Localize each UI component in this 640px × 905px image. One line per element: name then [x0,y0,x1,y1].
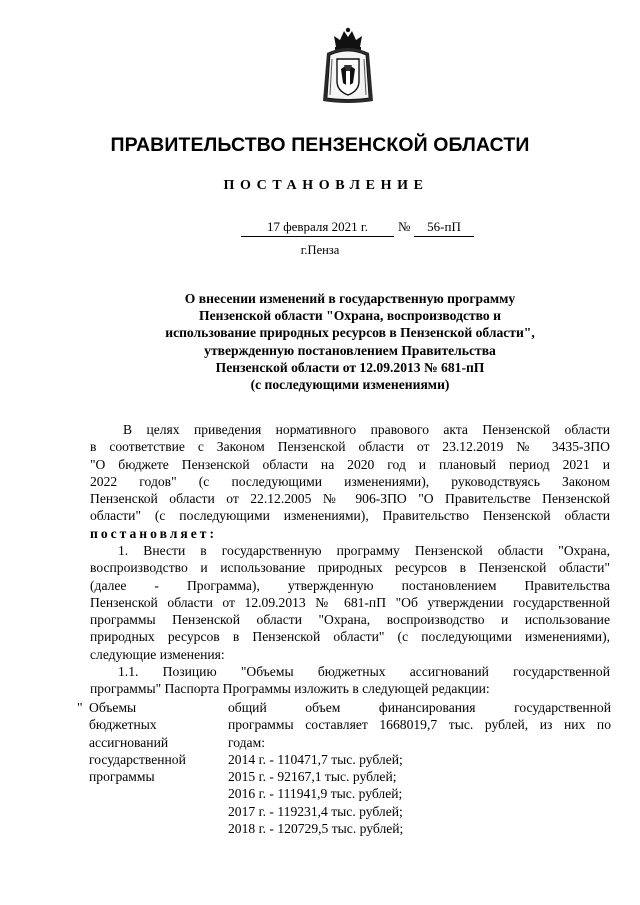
table-label-line: Объемы [89,700,137,715]
coat-of-arms-icon [319,25,377,105]
item-1-line: (далее - Программа), утвержденную постановлением Правительства [90,577,610,593]
preamble-line: в соответствие с Законом Пензенской области от 23.12.2019 № 3435-ЗПО [90,439,610,455]
table-content-line: 2014 г. - 110471,7 тыс. рублей; [228,751,403,767]
date-number-line [0,219,640,237]
document-date: 17 февраля 2021 г. [241,219,394,237]
subject-line: использование природных ресурсов в Пензенской области", [165,325,535,341]
document-number: 56-пП [414,219,474,237]
preamble-line: В целях приведения нормативного правового акта Пензенской области [123,422,610,437]
item-1-line: воспроизводство и использование природных ресурсов в Пензенской области" [90,560,610,576]
preamble-line: Пензенской области от 22.12.2005 № 906-ЗПО "О Правительстве Пензенской [90,491,610,507]
document-subject [120,290,580,393]
table-content-line: программы составляет 1668019,7 тыс. рублей, из них по [228,717,611,733]
table-content-line: годам: [228,734,265,750]
subject-line: О внесении изменений в государственную программу [184,291,516,306]
table-content-line: 2015 г. - 92167,1 тыс. рублей; [228,769,397,785]
table-label-line: ассигнований [89,734,169,750]
city: г.Пенза [300,243,340,257]
preamble-line: 2022 годов" (с последующими изменениями), руководствуясь Законом [90,473,610,489]
table-label-cell [89,699,219,785]
item-1-1-line: 1.1. Позицию "Объемы бюджетных ассигнований государственной [118,664,610,679]
item-1-line: Пензенской области от 12.09.2013 № 681-пП "Об утверждении государственной [90,594,610,610]
government-title: ПРАВИТЕЛЬСТВО ПЕНЗЕНСКОЙ ОБЛАСТИ [110,134,530,156]
open-quote: " [77,700,83,715]
item-1-line: программы Пензенской области "Охрана, воспроизводство и использование [90,612,610,628]
table-content-line: общий объем финансирования государственной [228,700,611,715]
table-label-line: государственной [89,751,186,767]
document-type: ПОСТАНОВЛЕНИЕ [223,178,429,193]
item-1-1 [90,663,610,698]
preamble [90,421,610,542]
preamble-line: "О бюджете Пензенской области на 2020 год и плановый период 2021 и [90,456,610,472]
item-1-line: 1. Внести в государственную программу Пензенской области "Охрана, [118,543,610,558]
table-label-line: программы [89,769,155,785]
table-content-line: 2017 г. - 119231,4 тыс. рублей; [228,803,403,819]
subject-line: утвержденную постановлением Правительства [204,342,496,358]
table-label-line: бюджетных [89,717,157,733]
item-1 [90,542,610,663]
preamble-line: области" (с последующими изменениями), Правительство Пензенской области [90,508,610,524]
subject-line: (с последующими изменениями) [250,377,450,393]
subject-line: Пензенской области от 12.09.2013 № 681-пП [215,359,485,375]
item-1-line: следующие изменения: [90,646,225,662]
decree-word: постановляет: [90,525,217,541]
item-1-line: природных ресурсов в Пензенской области" (с последующими изменениями), [90,629,610,645]
number-sign: № [398,219,411,234]
subject-line: Пензенской области "Охрана, воспроизводство и [199,308,501,324]
table-content-line: 2016 г. - 111941,9 тыс. рублей; [228,786,403,802]
table-content-cell [228,699,611,837]
item-1-1-line: программы" Паспорта Программы изложить в следующей редакции: [90,681,490,697]
table-content-line: 2018 г. - 120729,5 тыс. рублей; [228,821,404,837]
